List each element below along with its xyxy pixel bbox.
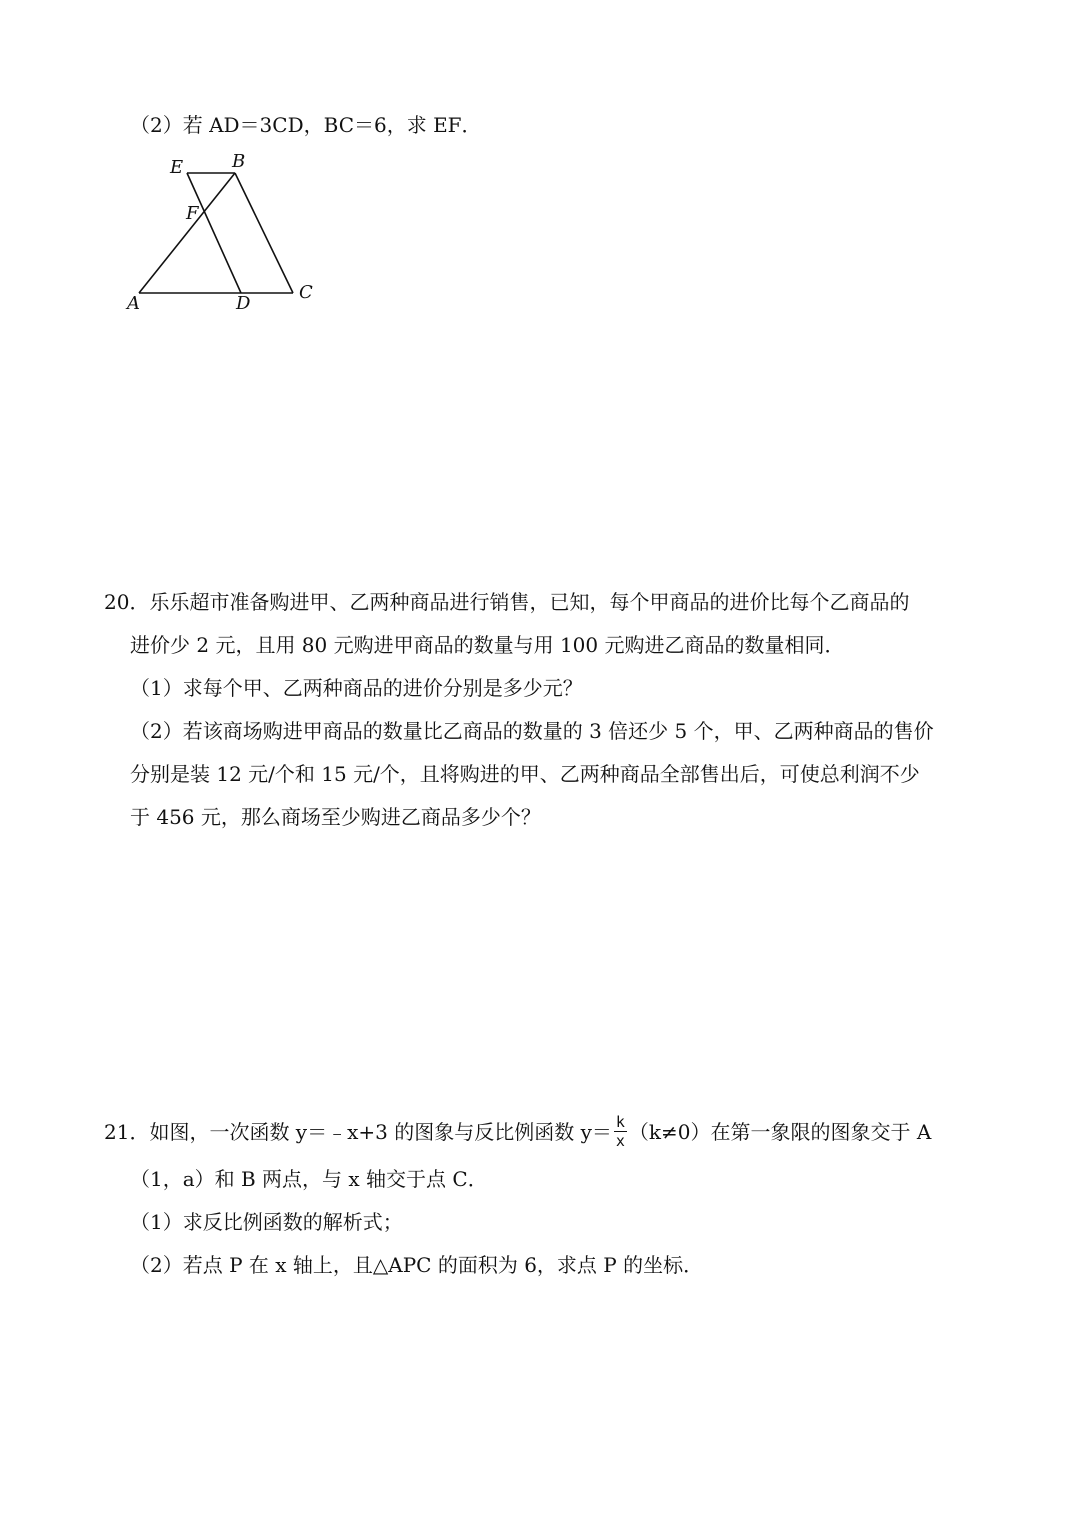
q21-line1 <box>104 1115 931 1152</box>
label-F: F <box>186 203 199 224</box>
label-D: D <box>236 293 251 314</box>
label-B: B <box>232 151 246 172</box>
q20-part2-line3: 于 456 元，那么商场至少购进乙商品多少个？ <box>130 805 541 829</box>
q21-line2: （1，a）和 B 两点，与 x 轴交于点 C． <box>130 1167 488 1191</box>
q19-geometry-figure <box>115 150 335 320</box>
fraction-numerator: k <box>615 1113 625 1131</box>
q21-line1-before: 21．如图，一次函数 y＝﹣x+3 的图象与反比例函数 y＝ <box>104 1120 612 1144</box>
fraction-denominator: x <box>615 1132 625 1150</box>
label-E: E <box>170 157 184 178</box>
q21-line1-after: （k≠0）在第一象限的图象交于 A <box>628 1120 932 1144</box>
q20-line1: 20．乐乐超市准备购进甲、乙两种商品进行销售，已知，每个甲商品的进价比每个乙商品的 <box>104 590 910 614</box>
segment-BC <box>235 173 293 293</box>
q21-part1: （1）求反比例函数的解析式； <box>130 1210 403 1234</box>
q20-part1: （1）求每个甲、乙两种商品的进价分别是多少元？ <box>130 676 583 700</box>
segment-AB <box>139 173 235 293</box>
label-A: A <box>127 293 140 314</box>
q21-part2: （2）若点 P 在 x 轴上，且△APC 的面积为 6，求点 P 的坐标． <box>130 1253 704 1277</box>
label-C: C <box>299 282 313 303</box>
segment-ED <box>187 173 241 293</box>
fraction-k-over-x <box>614 1113 627 1150</box>
q20-part2-line1: （2）若该商场购进甲商品的数量比乙商品的数量的 3 倍还少 5 个，甲、乙两种商品的售价 <box>130 719 934 743</box>
q20-part2-line2: 分别是装 12 元/个和 15 元/个，且将购进的甲、乙两种商品全部售出后，可使总利润不少 <box>130 762 920 786</box>
q20-line2: 进价少 2 元，且用 80 元购进甲商品的数量与用 100 元购进乙商品的数量相同． <box>130 633 845 657</box>
q19-part2-text: （2）若 AD＝3CD，BC＝6，求 EF． <box>130 113 482 137</box>
